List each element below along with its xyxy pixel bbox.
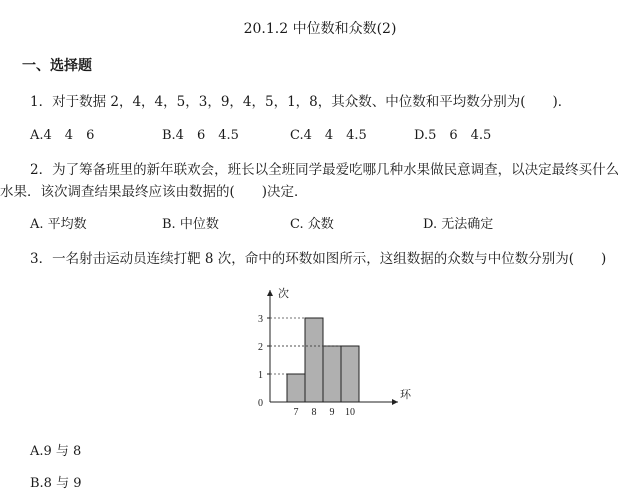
question-3-option-a: A.9 与 8	[30, 444, 82, 459]
page-title: 20.1.2 中位数和众数(2)	[243, 21, 397, 37]
question-1-option-a: A.4 4 6	[30, 128, 95, 143]
y-tick-label: 1	[258, 370, 263, 381]
x-tick-label: 9	[329, 407, 335, 418]
y-axis-arrow	[267, 290, 273, 296]
bar-10	[341, 346, 359, 402]
shot-rings-bar-chart	[250, 282, 420, 426]
question-1-stem: 1．对于数据 2，4，4，5，3，9，4，5，1，8，其众数、中位数和平均数分别为( )．	[30, 94, 572, 110]
x-axis-arrow	[392, 399, 398, 405]
chart-svg	[250, 282, 420, 422]
y-tick-label: 0	[258, 398, 263, 409]
question-3-stem: 3．一名射击运动员连续打靶 8 次，命中的环数如图所示，这组数据的众数与中位数分别为( )	[30, 251, 607, 267]
question-2-option-d: D. 无法确定	[423, 217, 494, 232]
question-2-option-b: B. 中位数	[162, 217, 219, 232]
question-1-option-b: B.4 6 4.5	[162, 128, 239, 143]
question-2-option-c: C. 众数	[290, 217, 334, 232]
section-heading: 一、选择题	[22, 58, 92, 74]
question-2-stem-line-2: 水果．该次调查结果最终应该由数据的( )决定．	[0, 184, 308, 200]
y-tick-label: 3	[258, 314, 263, 325]
bar-8	[305, 318, 323, 402]
x-axis-label: 环	[400, 389, 411, 401]
bar-7	[287, 374, 305, 402]
y-axis-label: 次	[278, 288, 289, 300]
question-3-option-b: B.8 与 9	[30, 476, 82, 491]
bar-9	[323, 346, 341, 402]
question-1-option-c: C.4 4 4.5	[290, 128, 367, 143]
x-tick-label: 10	[345, 407, 355, 418]
x-tick-label: 8	[311, 407, 317, 418]
y-tick-label: 2	[258, 342, 263, 353]
x-tick-label: 7	[293, 407, 299, 418]
question-1-option-d: D.5 6 4.5	[414, 128, 492, 143]
question-2-option-a: A. 平均数	[30, 217, 87, 232]
question-2-stem-line-1: 2．为了筹备班里的新年联欢会，班长以全班同学最爱吃哪几种水果做民意调查，以决定最终买什么	[30, 162, 620, 178]
